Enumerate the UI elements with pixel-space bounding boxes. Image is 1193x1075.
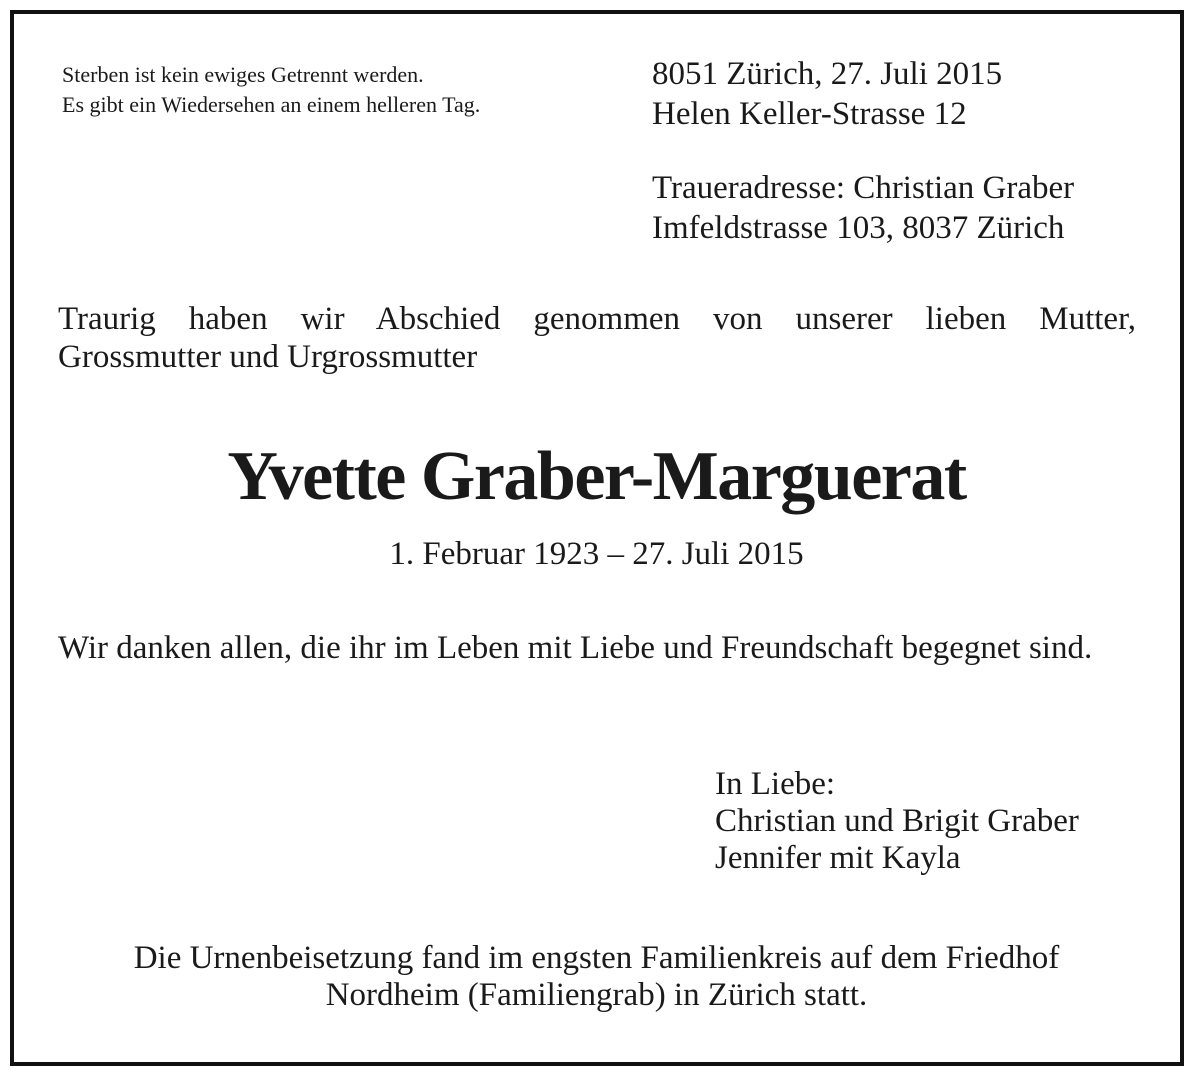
home-address: Helen Keller-Strasse 12 [652,96,967,132]
signatory-line-2: Jennifer mit Kayla [715,840,961,876]
place-date: 8051 Zürich, 27. Juli 2015 [652,56,1003,92]
motto-line-2: Es gibt ein Wiedersehen an einem helleren Tag. [62,92,481,117]
place-date-block [652,54,1002,134]
motto-line-1: Sterben ist kein ewiges Getrennt werden. [62,62,424,87]
burial-line-2: Nordheim (Familiengrab) in Zürich statt. [325,977,868,1013]
thanks-text: Wir danken allen, die ihr im Leben mit Liebe und Freundschaft begegnet sind. [58,630,1093,666]
intro-text [58,300,1136,376]
intro-line-2: Grossmutter und Urgrossmutter [58,339,478,375]
deceased-name: Yvette Graber-Marguerat [227,438,966,515]
signatories-block [715,766,1079,877]
burial-line-1: Die Urnenbeisetzung fand im engsten Familienkreis auf dem Friedhof [133,940,1060,976]
mourning-address-street: Imfeldstrasse 103, 8037 Zürich [652,210,1065,246]
life-dates: 1. Februar 1923 – 27. Juli 2015 [389,536,804,572]
mourning-address-name: Traueradresse: Christian Graber [652,170,1075,206]
signatories-heading: In Liebe: [715,766,836,802]
burial-note [0,940,1193,1014]
mourning-address-block [652,168,1074,248]
motto-quote [62,60,480,120]
intro-line-1: Traurig haben wir Abschied genommen von unserer lieben Mutter, [58,301,1136,337]
signatory-line-1: Christian und Brigit Graber [715,803,1079,839]
